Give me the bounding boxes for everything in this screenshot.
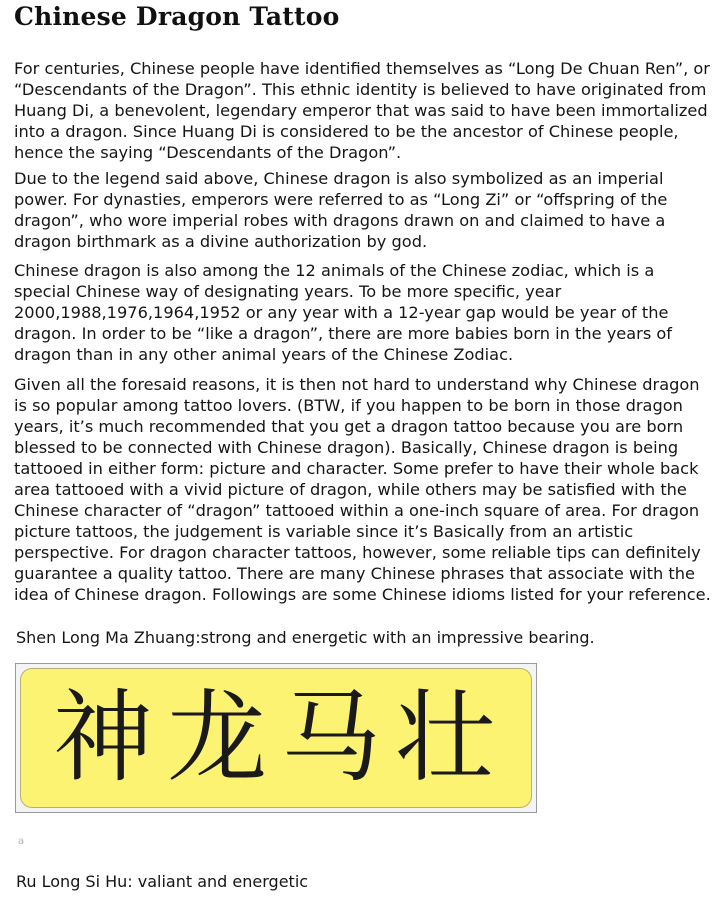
- intro-paragraph: For centuries, Chinese people have identified themselves as “Long De Chuan Ren”, or “Descendants of the Dragon”. This ethnic identity is believed to have originated from Huang Di, a benevolent, legendary emperor that was said to have been immortalized into a dragon. Since Huang Di is considered to be the ancestor of Chinese people, hence the saying “Descendants of the Dragon”.: [14, 59, 710, 162]
- page-title: Chinese Dragon Tattoo: [14, 2, 340, 31]
- idiom-image-frame: [15, 663, 537, 813]
- idiom-caption-shen-long-ma-zhuang: Shen Long Ma Zhuang:strong and energetic with an impressive bearing.: [16, 628, 595, 647]
- imperial-power-paragraph: Due to the legend said above, Chinese dragon is also symbolized as an imperial power. For dynasties, emperors were referred to as “Long Zi” or “offspring of the dragon”, who wore imperial robes with dragons drawn on and claimed to have a dragon birthmark as a divine authorization by god.: [14, 169, 668, 251]
- idiom-character-banner: [20, 668, 532, 808]
- zodiac-paragraph: Chinese dragon is also among the 12 animals of the Chinese zodiac, which is a special Chinese way of designating years. To be more specific, year 2000,1988,1976,1964,1952 or any year with a 12-year gap would be year of the dragon. In order to be “like a dragon”, there are more babies born in the years of dragon than in any other animal years of the Chinese Zodiac.: [14, 261, 673, 364]
- idiom-caption-ru-long-si-hu: Ru Long Si Hu: valiant and energetic: [16, 872, 309, 891]
- idiom-chinese-characters: 神龙马壮: [53, 679, 509, 796]
- margin-mark: a: [18, 836, 25, 847]
- tattoo-popularity-paragraph: Given all the foresaid reasons, it is then not hard to understand why Chinese dragon is so popular among tattoo lovers. (BTW, if you happen to be born in those dragon years, it’s much recommended that you get a dragon tattoo because you are born blessed to be connected with Chinese dragon). Basically, Chinese dragon is being tattooed in either form: picture and character. Some prefer to have their whole back area tattooed with a vivid picture of dragon, while others may be satisfied with the Chinese character of “dragon” tattooed within a one-inch square of area. For dragon picture tattoos, the judgement is variable since it’s Basically from an artistic perspective. For dragon character tattoos, however, some reliable tips can definitely guarantee a quality tattoo. There are many Chinese phrases that associate with the idea of Chinese dragon. Followings are some Chinese idioms listed for your reference.: [14, 375, 711, 604]
